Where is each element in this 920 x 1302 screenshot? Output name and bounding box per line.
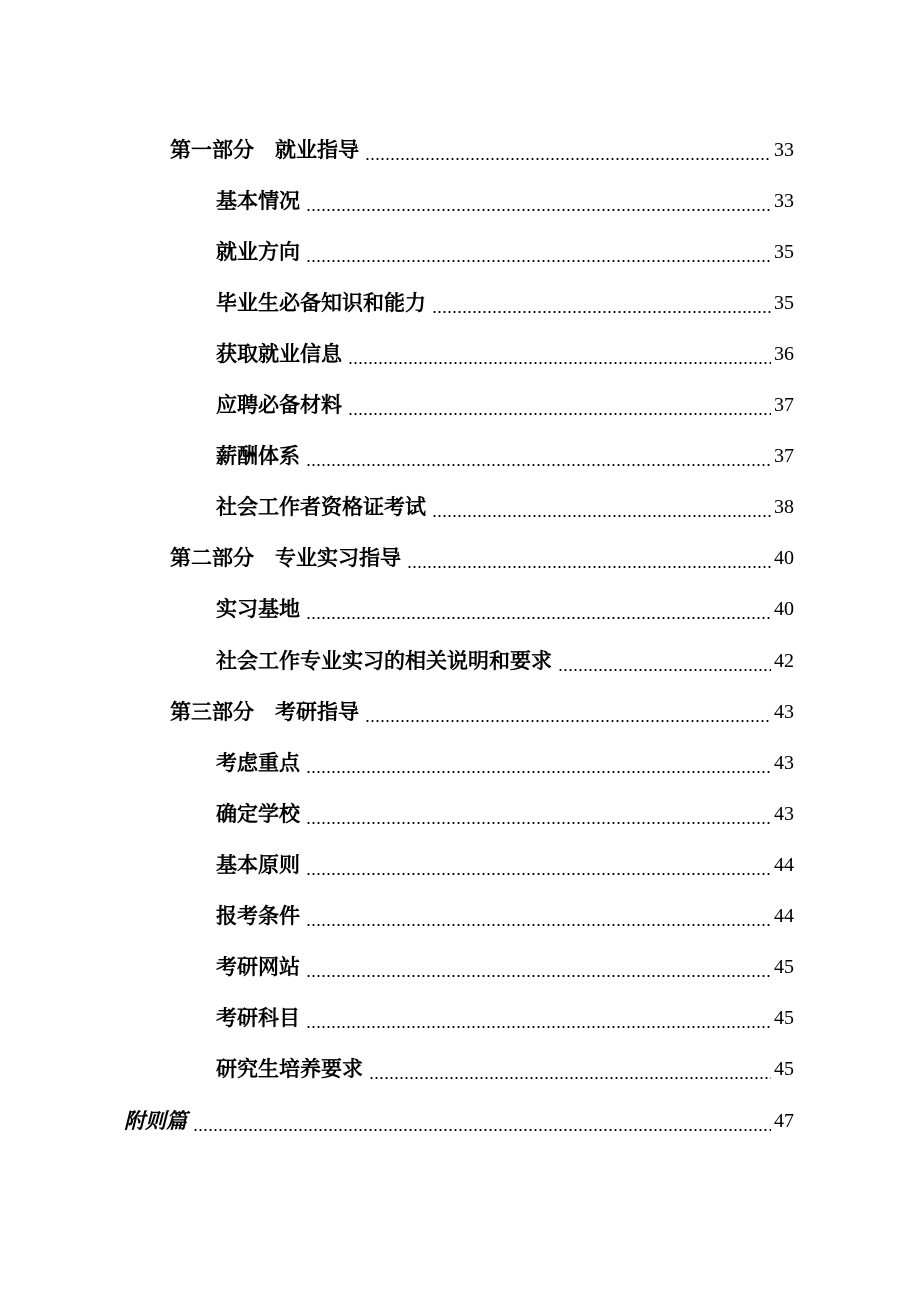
toc-entry-title: 获取就业信息 bbox=[216, 342, 342, 366]
toc-entry-title: 毕业生必备知识和能力 bbox=[216, 291, 426, 315]
toc-entry-part-3[interactable] bbox=[170, 696, 794, 728]
toc-page-number: 38 bbox=[774, 496, 794, 518]
dot-leader bbox=[306, 440, 771, 472]
dot-leader bbox=[306, 849, 771, 881]
toc-entry-title: 第三部分 考研指导 bbox=[170, 700, 359, 724]
toc-page-number: 33 bbox=[774, 190, 794, 212]
toc-entry-title: 考研科目 bbox=[216, 1006, 300, 1030]
toc-page-number: 45 bbox=[774, 1058, 794, 1080]
toc-page-number: 44 bbox=[774, 854, 794, 876]
toc-entry[interactable] bbox=[216, 645, 794, 677]
toc-entry[interactable] bbox=[216, 849, 794, 881]
toc-page-number: 40 bbox=[774, 598, 794, 620]
toc-page-number: 44 bbox=[774, 905, 794, 927]
dot-leader bbox=[306, 593, 771, 625]
toc-entry[interactable] bbox=[216, 389, 794, 421]
toc-entry[interactable] bbox=[216, 491, 794, 523]
toc-entry-title: 考虑重点 bbox=[216, 751, 300, 775]
toc-entry-title: 实习基地 bbox=[216, 597, 300, 621]
toc-entry-title: 基本情况 bbox=[216, 189, 300, 213]
dot-leader bbox=[306, 1002, 771, 1034]
toc-entry-title: 报考条件 bbox=[216, 904, 300, 928]
toc-entry-title: 第一部分 就业指导 bbox=[170, 138, 359, 162]
toc-entry-appendix[interactable] bbox=[124, 1105, 794, 1137]
toc-page-number: 37 bbox=[774, 394, 794, 416]
toc-entry-title: 社会工作者资格证考试 bbox=[216, 495, 426, 519]
dot-leader bbox=[306, 747, 771, 779]
toc-page-number: 33 bbox=[774, 139, 794, 161]
toc-entry[interactable] bbox=[216, 593, 794, 625]
toc-entry[interactable] bbox=[216, 185, 794, 217]
dot-leader bbox=[306, 185, 771, 217]
toc-page-number: 40 bbox=[774, 547, 794, 569]
dot-leader bbox=[306, 236, 771, 268]
toc-entry-title: 就业方向 bbox=[216, 240, 300, 264]
toc-entry[interactable] bbox=[216, 900, 794, 932]
toc-entry-title: 考研网站 bbox=[216, 955, 300, 979]
toc-page-number: 47 bbox=[774, 1110, 794, 1132]
dot-leader bbox=[432, 287, 771, 319]
toc-entry-title: 第二部分 专业实习指导 bbox=[170, 546, 401, 570]
toc-page-number: 35 bbox=[774, 292, 794, 314]
toc-page-number: 43 bbox=[774, 701, 794, 723]
dot-leader bbox=[348, 338, 771, 370]
toc-entry[interactable] bbox=[216, 236, 794, 268]
toc-entry-title: 附则篇 bbox=[124, 1109, 187, 1133]
toc-entry[interactable] bbox=[216, 1053, 794, 1085]
toc-page-number: 45 bbox=[774, 1007, 794, 1029]
toc-entry-title: 研究生培养要求 bbox=[216, 1057, 363, 1081]
toc-entry[interactable] bbox=[216, 440, 794, 472]
dot-leader bbox=[558, 645, 771, 677]
toc-entry-title: 应聘必备材料 bbox=[216, 393, 342, 417]
toc-entry-title: 薪酬体系 bbox=[216, 444, 300, 468]
toc-entry-title: 确定学校 bbox=[216, 802, 300, 826]
toc-page-number: 37 bbox=[774, 445, 794, 467]
toc-entry-part-1[interactable] bbox=[170, 134, 794, 166]
toc-entry-title: 基本原则 bbox=[216, 853, 300, 877]
toc-page-number: 43 bbox=[774, 752, 794, 774]
dot-leader bbox=[306, 951, 771, 983]
dot-leader bbox=[365, 134, 771, 166]
dot-leader bbox=[369, 1053, 771, 1085]
dot-leader bbox=[432, 491, 771, 523]
toc-page-number: 42 bbox=[774, 650, 794, 672]
dot-leader bbox=[193, 1105, 771, 1137]
dot-leader bbox=[407, 542, 771, 574]
dot-leader bbox=[306, 798, 771, 830]
toc-page-number: 43 bbox=[774, 803, 794, 825]
toc-page-number: 36 bbox=[774, 343, 794, 365]
toc-entry[interactable] bbox=[216, 747, 794, 779]
dot-leader bbox=[348, 389, 771, 421]
dot-leader bbox=[365, 696, 771, 728]
toc-page-number: 35 bbox=[774, 241, 794, 263]
toc-entry[interactable] bbox=[216, 951, 794, 983]
toc-entry[interactable] bbox=[216, 338, 794, 370]
dot-leader bbox=[306, 900, 771, 932]
toc-entry[interactable] bbox=[216, 1002, 794, 1034]
toc-page-number: 45 bbox=[774, 956, 794, 978]
toc-entry[interactable] bbox=[216, 798, 794, 830]
toc-entry-title: 社会工作专业实习的相关说明和要求 bbox=[216, 649, 552, 673]
toc-entry[interactable] bbox=[216, 287, 794, 319]
toc-entry-part-2[interactable] bbox=[170, 542, 794, 574]
